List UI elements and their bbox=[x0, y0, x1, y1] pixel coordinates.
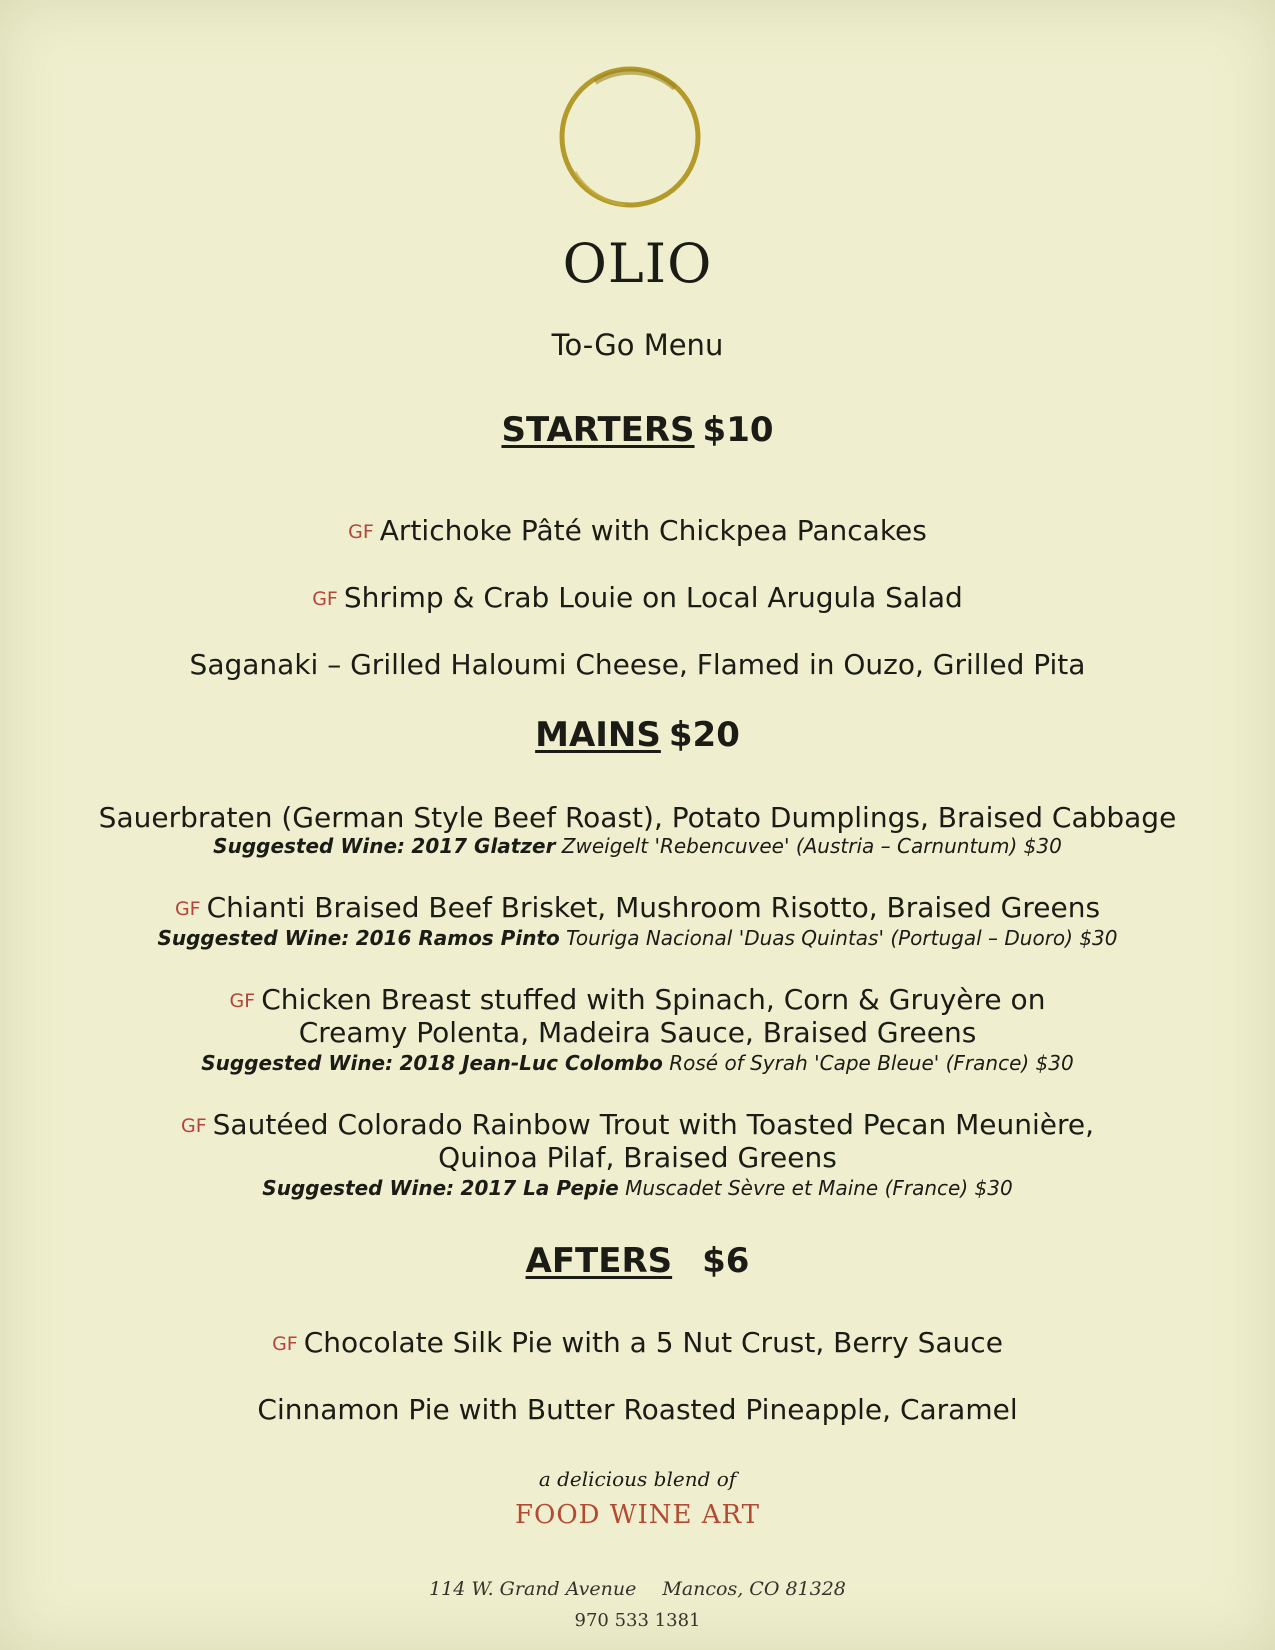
mains-title: MAINS bbox=[535, 715, 661, 755]
wine-detail: Rosé of Syrah 'Cape Bleue' (France) bbox=[669, 1051, 1030, 1075]
menu-item-line2 bbox=[0, 1016, 1275, 1049]
mains-price: $20 bbox=[668, 715, 740, 755]
wine-producer: 2018 Jean-Luc Colombo bbox=[399, 1051, 663, 1075]
wine-detail: Touriga Nacional 'Duas Quintas' (Portugal – Duoro) bbox=[566, 926, 1073, 950]
menu-item bbox=[0, 648, 1275, 681]
menu-item-line2 bbox=[0, 1141, 1275, 1174]
wine-pairing bbox=[0, 926, 1275, 950]
item-name: Shrimp & Crab Louie on Local Arugula Salad bbox=[343, 581, 963, 614]
gf-badge: GF bbox=[312, 588, 338, 610]
wine-detail: Zweigelt 'Rebencuvee' (Austria – Carnuntum) bbox=[561, 834, 1018, 858]
wine-price: $30 bbox=[1035, 1051, 1074, 1075]
wine-label: Suggested Wine: bbox=[201, 1051, 394, 1075]
menu-item bbox=[0, 801, 1275, 834]
menu-subtitle: To-Go Menu bbox=[551, 328, 724, 362]
mains-heading bbox=[0, 715, 1275, 755]
wine-price: $30 bbox=[1079, 926, 1118, 950]
ring-logo-icon bbox=[555, 62, 705, 212]
menu-item bbox=[0, 1393, 1275, 1426]
afters-price: $6 bbox=[702, 1241, 750, 1281]
starters-price: $10 bbox=[702, 410, 774, 450]
footer-brand-words: FOOD WINE ART bbox=[514, 1500, 760, 1530]
item-name: Chocolate Silk Pie with a 5 Nut Crust, Berry Sauce bbox=[303, 1326, 1003, 1359]
gf-badge: GF bbox=[174, 898, 201, 920]
wine-producer: 2017 La Pepie bbox=[460, 1176, 619, 1200]
afters-title: AFTERS bbox=[525, 1241, 673, 1281]
wine-pairing bbox=[0, 1176, 1275, 1200]
gf-badge: GF bbox=[229, 990, 256, 1012]
wine-pairing bbox=[0, 1051, 1275, 1075]
footer-address bbox=[0, 1578, 1275, 1600]
gf-badge: GF bbox=[272, 1333, 298, 1355]
gf-badge: GF bbox=[181, 1115, 207, 1137]
wine-price: $30 bbox=[974, 1176, 1013, 1200]
menu-item bbox=[0, 514, 1275, 549]
menu-item bbox=[0, 1108, 1275, 1143]
starters-heading bbox=[0, 410, 1275, 450]
menu-item bbox=[0, 983, 1275, 1018]
item-name: Chicken Breast stuffed with Spinach, Corn & Gruyère on bbox=[261, 983, 1046, 1016]
wine-producer: 2017 Glatzer bbox=[411, 834, 556, 858]
item-name: Cinnamon Pie with Butter Roasted Pineapple, Caramel bbox=[257, 1393, 1018, 1426]
footer-tagline: a delicious blend of bbox=[538, 1467, 737, 1491]
wine-pairing bbox=[0, 834, 1275, 858]
item-name: Chianti Braised Beef Brisket, Mushroom Risotto, Braised Greens bbox=[206, 891, 1101, 924]
item-name: Artichoke Pâté with Chickpea Pancakes bbox=[379, 514, 927, 547]
wine-label: Suggested Wine: bbox=[157, 926, 350, 950]
item-name: Sautéed Colorado Rainbow Trout with Toasted Pecan Meunière, bbox=[212, 1108, 1094, 1141]
menu-item bbox=[0, 1326, 1275, 1361]
wine-label: Suggested Wine: bbox=[213, 834, 406, 858]
item-name: Saganaki – Grilled Haloumi Cheese, Flamed in Ouzo, Grilled Pita bbox=[189, 648, 1086, 681]
item-name: Sauerbraten (German Style Beef Roast), Potato Dumplings, Braised Cabbage bbox=[98, 801, 1177, 834]
item-name-continued: Creamy Polenta, Madeira Sauce, Braised Greens bbox=[298, 1016, 977, 1049]
menu-item bbox=[0, 891, 1275, 926]
wine-label: Suggested Wine: bbox=[262, 1176, 455, 1200]
restaurant-name: OLIO bbox=[562, 232, 713, 295]
item-name-continued: Quinoa Pilaf, Braised Greens bbox=[438, 1141, 837, 1174]
wine-price: $30 bbox=[1023, 834, 1062, 858]
city-state-zip: Mancos, CO 81328 bbox=[662, 1578, 846, 1600]
wine-detail: Muscadet Sèvre et Maine (France) bbox=[625, 1176, 969, 1200]
starters-title: STARTERS bbox=[501, 410, 695, 450]
afters-heading bbox=[0, 1241, 1275, 1281]
street-address: 114 W. Grand Avenue bbox=[429, 1578, 637, 1600]
phone-number: 970 533 1381 bbox=[574, 1610, 701, 1631]
menu-item bbox=[0, 581, 1275, 616]
wine-producer: 2016 Ramos Pinto bbox=[355, 926, 560, 950]
gf-badge: GF bbox=[348, 521, 374, 543]
